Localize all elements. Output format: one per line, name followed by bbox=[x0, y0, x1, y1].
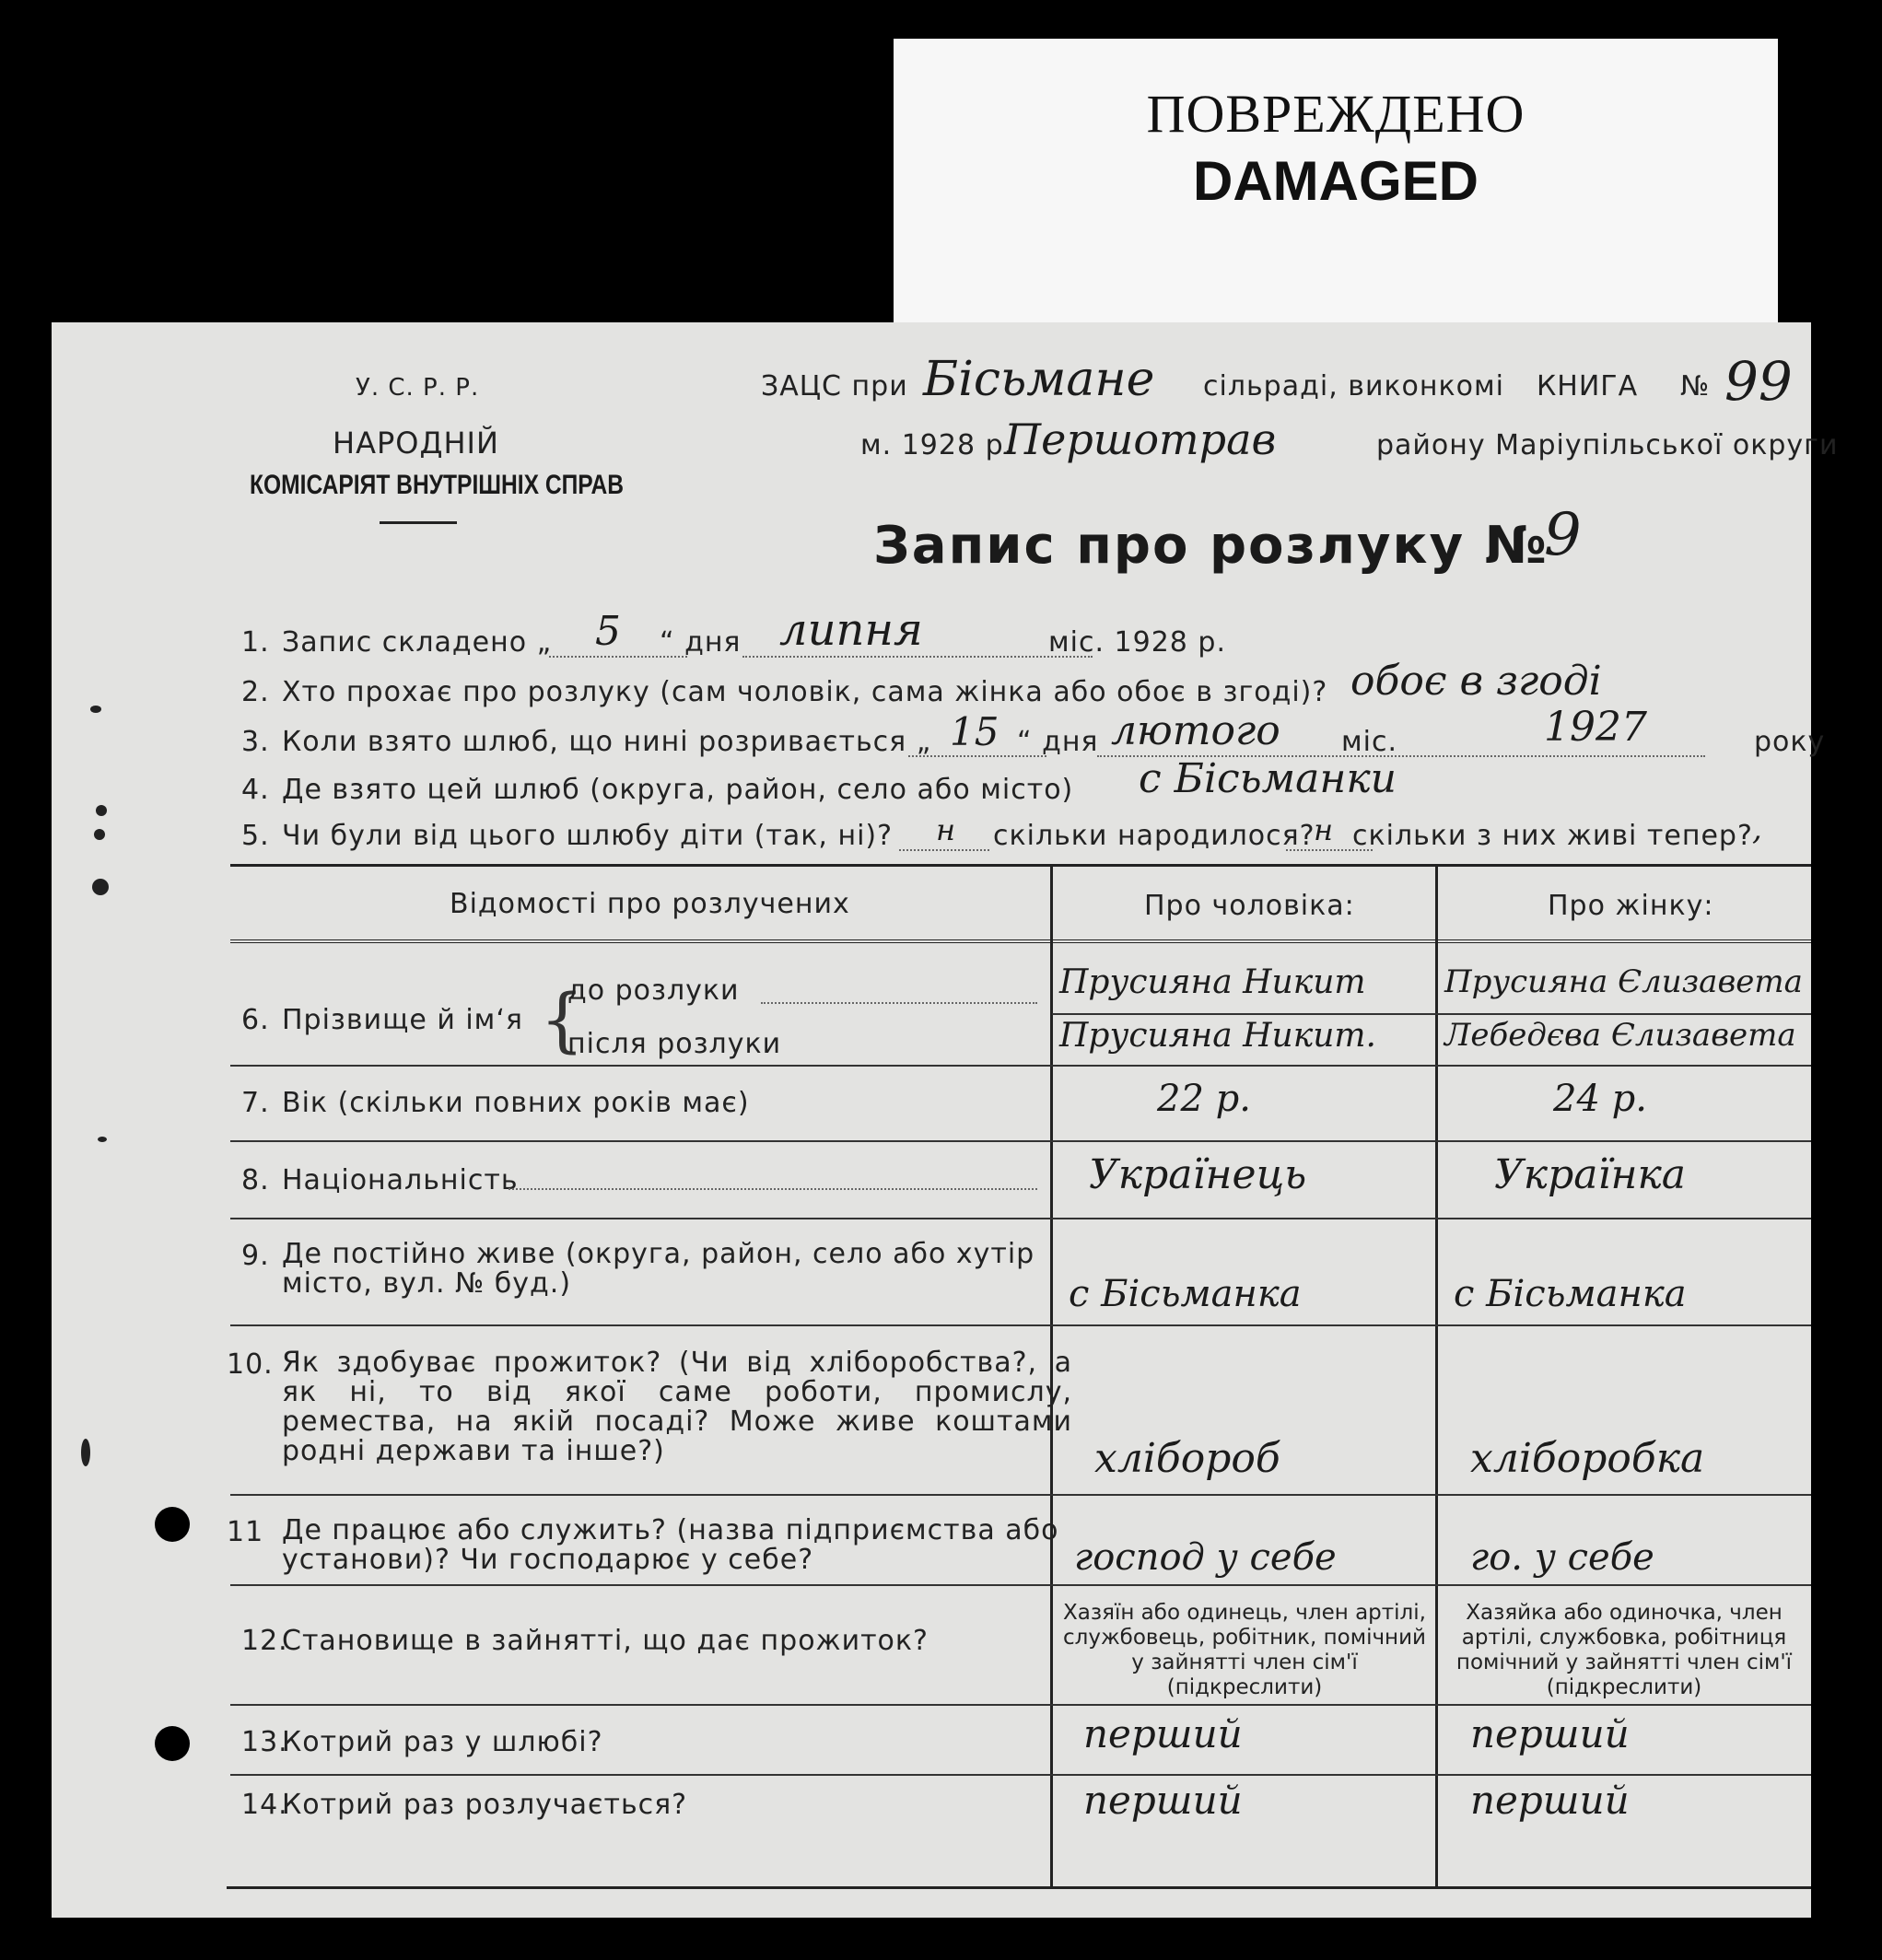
row10-label: Як здобуває прожиток? (Чи від хліборобства?, а як ні, то від якої саме роботи, промислу, ремества, на якій посаді? Може живе коштами родні держави та інше?) bbox=[282, 1347, 1072, 1467]
margin-speck bbox=[98, 1137, 107, 1142]
q5-a3-handwritten: , bbox=[1752, 811, 1762, 847]
row9-husband: с Бісьманка bbox=[1069, 1273, 1302, 1315]
row13-label: Котрий раз у шлюбі? bbox=[282, 1726, 603, 1758]
book-label: КНИГА bbox=[1537, 370, 1639, 402]
district-suffix: району Маріупільської округи bbox=[1376, 429, 1839, 461]
q1-month-dots bbox=[742, 656, 1093, 658]
q5-mid2: скільки з них живі тепер? bbox=[1352, 820, 1753, 852]
margin-speck bbox=[90, 706, 101, 713]
margin-speck bbox=[81, 1439, 90, 1466]
row6-mid-rule bbox=[1052, 1013, 1811, 1015]
row8-rule bbox=[230, 1218, 1811, 1219]
q5-a1-dots bbox=[899, 849, 989, 851]
row12-rule bbox=[230, 1704, 1811, 1706]
row9-num: 9. bbox=[241, 1240, 270, 1272]
row13-rule bbox=[230, 1774, 1811, 1776]
row11-husband: господ у себе bbox=[1074, 1536, 1337, 1579]
row14-num: 14. bbox=[241, 1789, 288, 1821]
q5-a1-handwritten: н bbox=[936, 812, 956, 847]
book-number-handwritten: 99 bbox=[1724, 350, 1793, 413]
q3-num: 3. bbox=[241, 726, 270, 758]
record-title: Запис про розлуку № bbox=[873, 516, 1549, 576]
row14-husband: перший bbox=[1083, 1778, 1243, 1823]
col-header-info: Відомості про розлучених bbox=[450, 888, 850, 920]
q5-num: 5. bbox=[241, 820, 270, 852]
row9-wife: с Бісьманка bbox=[1454, 1273, 1687, 1315]
row8-wife: Українка bbox=[1494, 1151, 1687, 1198]
row10-num: 10. bbox=[227, 1348, 274, 1381]
row9-rule bbox=[230, 1324, 1811, 1326]
row6-sub-after: після розлуки bbox=[567, 1028, 782, 1060]
q3-mid2: міс. bbox=[1341, 726, 1397, 758]
q2-num: 2. bbox=[241, 676, 270, 708]
q1-suffix: міс. 1928 р. bbox=[1048, 626, 1226, 659]
q3-mid1: “ дня bbox=[1017, 726, 1099, 758]
ussr-label: У. С. Р. Р. bbox=[356, 374, 480, 402]
q3-day-handwritten: 15 bbox=[950, 709, 999, 754]
row12-husband-note: Хазяїн або одинець, член артілі, службовець, робітник, помічний у зайнятті член сім'ї (підкреслити) bbox=[1063, 1601, 1426, 1699]
row6-husband-after: Прусияна Никит. bbox=[1059, 1017, 1376, 1055]
row13-num: 13. bbox=[241, 1726, 288, 1758]
q4-answer-handwritten: с Бісьманки bbox=[1139, 755, 1397, 802]
divorce-record-sheet bbox=[52, 322, 1839, 1918]
punch-hole-2 bbox=[155, 1726, 190, 1761]
row8-dots bbox=[508, 1188, 1037, 1190]
stamp-line-ru: ПОВРЕЖДЕНО bbox=[1146, 84, 1525, 144]
q2-text: Хто прохає про розлуку (сам чоловік, сама жінка або обоє в згоді)? bbox=[282, 676, 1328, 708]
q5-a2-handwritten: н bbox=[1314, 812, 1334, 847]
row13-wife: перший bbox=[1470, 1711, 1630, 1756]
row11-rule bbox=[230, 1584, 1811, 1586]
q1-prefix: Запис складено „ bbox=[282, 626, 553, 659]
row11-num: 11 bbox=[227, 1516, 264, 1548]
row6-wife-before: Прусияна Єлизавета bbox=[1444, 963, 1803, 1000]
commissariat-line2: КОМІСАРІЯТ ВНУТРІШНІХ СПРАВ bbox=[250, 470, 625, 500]
row7-num: 7. bbox=[241, 1087, 270, 1119]
row6-wife-after: Лебедєва Єлизавета bbox=[1444, 1017, 1796, 1054]
book-number-sign: № bbox=[1680, 370, 1711, 402]
q1-month-handwritten: липня bbox=[779, 604, 923, 656]
row7-label: Вік (скільки повних років має) bbox=[282, 1087, 750, 1119]
row11-wife: го. у себе bbox=[1470, 1536, 1654, 1579]
commissariat-line1: НАРОДНІЙ bbox=[333, 426, 499, 461]
q2-answer-handwritten: обоє в згоді bbox=[1350, 658, 1602, 705]
row12-wife-note: Хазяйка або одиночка, член артілі, службовка, робітниця помічний у зайнятті член сім'ї (підкреслити) bbox=[1455, 1601, 1793, 1699]
stamp-line-en: DAMAGED bbox=[1193, 150, 1479, 212]
margin-speck bbox=[96, 805, 107, 816]
row10-rule bbox=[230, 1494, 1811, 1496]
row8-husband: Українець bbox=[1089, 1151, 1307, 1198]
q3-month-handwritten: лютого bbox=[1111, 707, 1280, 754]
q5-text: Чи були від цього шлюбу діти (так, ні)? bbox=[282, 820, 894, 852]
col-header-wife: Про жінку: bbox=[1548, 890, 1714, 922]
table-bottom-rule bbox=[227, 1886, 1811, 1889]
row14-wife: перший bbox=[1470, 1778, 1630, 1823]
header-underline bbox=[380, 521, 457, 524]
column-divider-2 bbox=[1435, 864, 1438, 1886]
q3-year-handwritten: 1927 bbox=[1544, 704, 1647, 751]
row11-label: Де працює або служить? (назва підприємства або установи)? Чи господарює у себе? bbox=[282, 1514, 1059, 1576]
row10-wife: хліборобка bbox=[1470, 1435, 1705, 1482]
table-header-rule bbox=[230, 939, 1811, 943]
zags-suffix: сільраді, виконкомі bbox=[1203, 370, 1504, 402]
punch-hole-1 bbox=[155, 1507, 190, 1542]
q3-text: Коли взято шлюб, що нині розривається „ bbox=[282, 726, 932, 758]
row8-num: 8. bbox=[241, 1164, 270, 1196]
q4-text: Де взято цей шлюб (округа, район, село або місто) bbox=[282, 774, 1074, 806]
row8-label: Національність bbox=[282, 1164, 519, 1196]
margin-speck bbox=[92, 879, 109, 895]
zags-village-handwritten: Бісьмане bbox=[923, 352, 1155, 407]
margin-speck bbox=[94, 829, 105, 840]
row6-rule bbox=[230, 1065, 1811, 1067]
col-header-husband: Про чоловіка: bbox=[1144, 890, 1355, 922]
row7-rule bbox=[230, 1140, 1811, 1142]
row6-sub-before-dots bbox=[761, 1002, 1037, 1004]
row13-husband: перший bbox=[1083, 1711, 1243, 1756]
row6-num: 6. bbox=[241, 1004, 270, 1036]
q5-mid1: скільки народилося? bbox=[993, 820, 1315, 852]
row6-label: Прізвище й ім‘я bbox=[282, 1004, 523, 1036]
year-prefix: м. 1928 р. bbox=[860, 429, 1014, 461]
q1-mid: “ дня bbox=[660, 626, 742, 659]
table-top-rule bbox=[230, 864, 1811, 867]
row10-husband: хлібороб bbox=[1094, 1435, 1280, 1482]
row7-wife: 24 р. bbox=[1553, 1078, 1647, 1120]
row12-label: Становище в зайнятті, що дає прожиток? bbox=[282, 1625, 929, 1657]
damaged-stamp bbox=[894, 39, 1778, 333]
q4-num: 4. bbox=[241, 774, 270, 806]
district-handwritten: Першотрав bbox=[1004, 414, 1277, 464]
row7-husband: 22 р. bbox=[1157, 1078, 1251, 1120]
zags-prefix: ЗАЦС при bbox=[761, 370, 908, 402]
row12-num: 12. bbox=[241, 1625, 288, 1657]
q1-num: 1. bbox=[241, 626, 270, 659]
row6-sub-before: до розлуки bbox=[567, 974, 740, 1007]
q3-suffix: року bbox=[1754, 726, 1826, 758]
row6-brace: { bbox=[540, 978, 585, 1060]
row6-husband-before: Прусияна Никит bbox=[1059, 963, 1366, 1001]
row14-label: Котрий раз розлучається? bbox=[282, 1789, 688, 1821]
row9-label: Де постійно живе (округа, район, село або хутір місто, вул. № буд.) bbox=[282, 1238, 1035, 1300]
record-number-handwritten: 9 bbox=[1544, 501, 1582, 569]
q1-day-handwritten: 5 bbox=[595, 608, 621, 655]
